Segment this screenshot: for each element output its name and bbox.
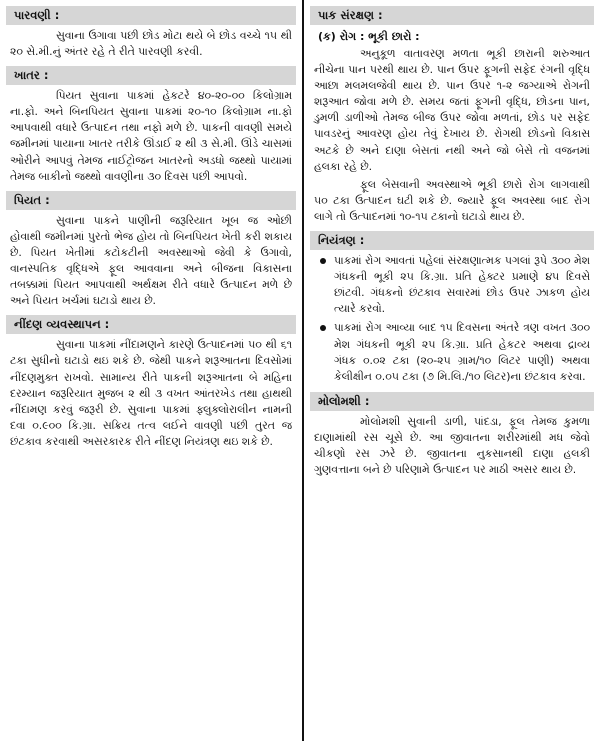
section-heading: પારવણી : (6, 6, 296, 25)
section-paragraph: પિયત સુવાના પાકમાં હેકટરે ૪૦-૨૦-૦૦ કિલોગ્રામ ના.ફો. અને બિનપિયત સુવાના પાકમાં ૨૦-૧૦ કિલોગ્રામ ના.ફો આપવાથી વધારે ઉત્પાદન તથા નફો મળે છે. પાકની વાવણી સમયે જમીનમાં પાયાના ખાતર તરીકે ઊંડાઈ ૨ થી ૩ સે.મી. ઊંડે ચાસમાં ઓરીને આપવું તેમજ નાઈટ્રોજન ખાતરનો અડધો જથ્થો પાયામાં તેમજ બાકીનો જથ્થો વાવણીના ૩૦ દિવસ પછી આપવો. (10, 89, 292, 183)
disease-subheading: (ક) રોગ : ભૂકી છારો : (318, 30, 420, 43)
section-crop-protection (310, 6, 594, 225)
list-item (320, 320, 590, 384)
bullet-icon (320, 325, 326, 331)
section-heading: મોલોમશી : (310, 392, 594, 411)
section-fertilizer (6, 66, 296, 185)
section-heading: પિયત : (6, 191, 296, 210)
section-weed-management (6, 315, 296, 450)
section-paragraph: અનુકૂળ વાતાવરણ મળતા ભૂકી છારાની શરુઆત નીચેના પાન પરથી થાય છે. પાન ઉપર ફૂગની સફેદ રંગની વૃદ્ધિ આછા મલમલજેવી થાય છે. પાન ઉપર ૧-૨ જગ્યાએ રોગની શરૂઆત જોવા મળે છે. સમય જતાં ફૂગની વૃદ્ધિ, છોડના પાન, ડુમળી ડાળીઓ તેમજ બીજ ઉપર જોવા મળતાં, છોડ પર સફેદ પાવડરનું આવરણ હોય તેવું દેખાય છે. રોગથી છોડનો વિકાસ અટકે છે અને દાણા બેસતાં નથી અને જો બેસે તો વજનમાં હલકા રહે છે. (314, 47, 590, 173)
control-list (310, 253, 594, 385)
section-irrigation (6, 191, 296, 310)
section-thinning (6, 6, 296, 60)
section-paragraph: સુવાના પાકમાં નીંદામણને કારણે ઉત્પાદનમાં ૫૦ થી ૬૧ ટકા સુધીનો ઘટાડો થઇ શકે છે. જેથી પાકને શરૂઆતના દિવસોમાં નીંદણમુક્ત રાખવો. સામાન્ય રીતે પાકની શરૂઆતના બે મહિના દરમ્યાન જરૂરિયાત મુજબ ૨ થી ૩ વખત આંતરખેડ તથા હાથથી નીંદામણ કરવું જરૂરી છે. સુવાના પાકમાં ફ્લુક્લોરાલીન નામની દવા ૦.૯૦૦ કિ.ગ્રા. સક્રિય તત્વ લઈને વાવણી પછી તુરત જ છંટકાવ કરવાથી અસરકારક રીતે નીંદણ નિયંત્રણ થઇ શકે છે. (10, 338, 292, 448)
section-paragraph: સુવાના ઉગાવા પછી છોડ મોટા થયે બે છોડ વચ્ચે ૧૫ થી ૨૦ સે.મી.નું અંતર રહે તે રીતે પારવણી કરવી. (10, 29, 292, 59)
section-control (310, 231, 594, 385)
section-heading: ખાતર : (6, 66, 296, 85)
section-paragraph: સુવાના પાકને પાણીની જરૂરિયાત ખૂબ જ ઓછી હોવાથી જમીનમાં પુરતો ભેજ હોય તો બિનપિયત ખેતી કરી શકાય છે. પિયત ખેતીમાં કટોકટીની અવસ્થાઓ જેવી કે ઉગાવો, વાનસ્પતિક વૃદ્ધિએ ફૂલ આવવાના અને બીજના વિકાસના તબક્કામાં પિયત આપવાથી અર્થક્ષમ રીતે વધારે ઉત્પાદન મળે છે અને પિયત ખર્ચમાં ઘટાડો થાય છે. (10, 213, 292, 308)
section-paragraph: ફૂલ બેસવાની અવસ્થાએ ભૂકી છારો રોગ લાગવાથી ૫૦ ટકા ઉત્પાદન ઘટી શકે છે. જ્યારે ફૂલ અવસ્થા બાદ રોગ લાગે તો ઉત્પાદનમાં ૧૦-૧૫ ટકાનો ઘટાડો થાય છે. (314, 177, 590, 223)
bullet-icon (320, 258, 326, 264)
section-aphid (310, 392, 594, 478)
right-column (304, 0, 600, 741)
list-item (320, 253, 590, 317)
list-item-text: પાકમાં રોગ આવતાં પહેલાં સંરક્ષણાત્મક પગલાં રૂપે ૩૦૦ મેશ ગંધકની ભૂકી ૨૫ કિ.ગ્રા. પ્રતિ હેક્ટર પ્રમાણે ૪૫ દિવસે છાંટવી. ગંધકનો છંટકાવ સવારમાં છોડ ઉપર ઝાકળ હોય ત્યારે કરવો. (334, 254, 590, 316)
list-item-text: પાકમાં રોગ આવ્યા બાદ ૧૫ દિવસના અંતરે ત્રણ વખત ૩૦૦ મેશ ગંધકની ભૂકી ૨૫ કિ.ગ્રા. પ્રતિ હેકટર અથવા દ્રાવ્ય ગંધક ૦.૦૨ ટકા (૨૦-૨૫ ગ્રામ/૧૦ લિટર પાણી) અથવા કેલીક્ષીન ૦.૦૫ ટકા (૭ મિ.લિ./૧૦ લિટર)ના છંટકાવ કરવા. (334, 321, 590, 383)
section-heading: નિયંત્રણ : (310, 231, 594, 250)
section-paragraph: મોલોમશી સુવાની ડાળી, પાંદડા, ફૂલ તેમજ કુમળા દાણામાંથી રસ ચૂસે છે. આ જીવાતના શરીરમાંથી મધ જેવો ચીકણો રસ ઝરે છે. જીવાતના નુકસાનથી દાણા હલકી ગુણવત્તાના બને છે પરિણામે ઉત્પાદન પર માઠી અસર થાય છે. (314, 414, 590, 477)
section-heading: પાક સંરક્ષણ : (310, 6, 594, 25)
section-heading: નીંદણ વ્યવસ્થાપન : (6, 315, 296, 334)
